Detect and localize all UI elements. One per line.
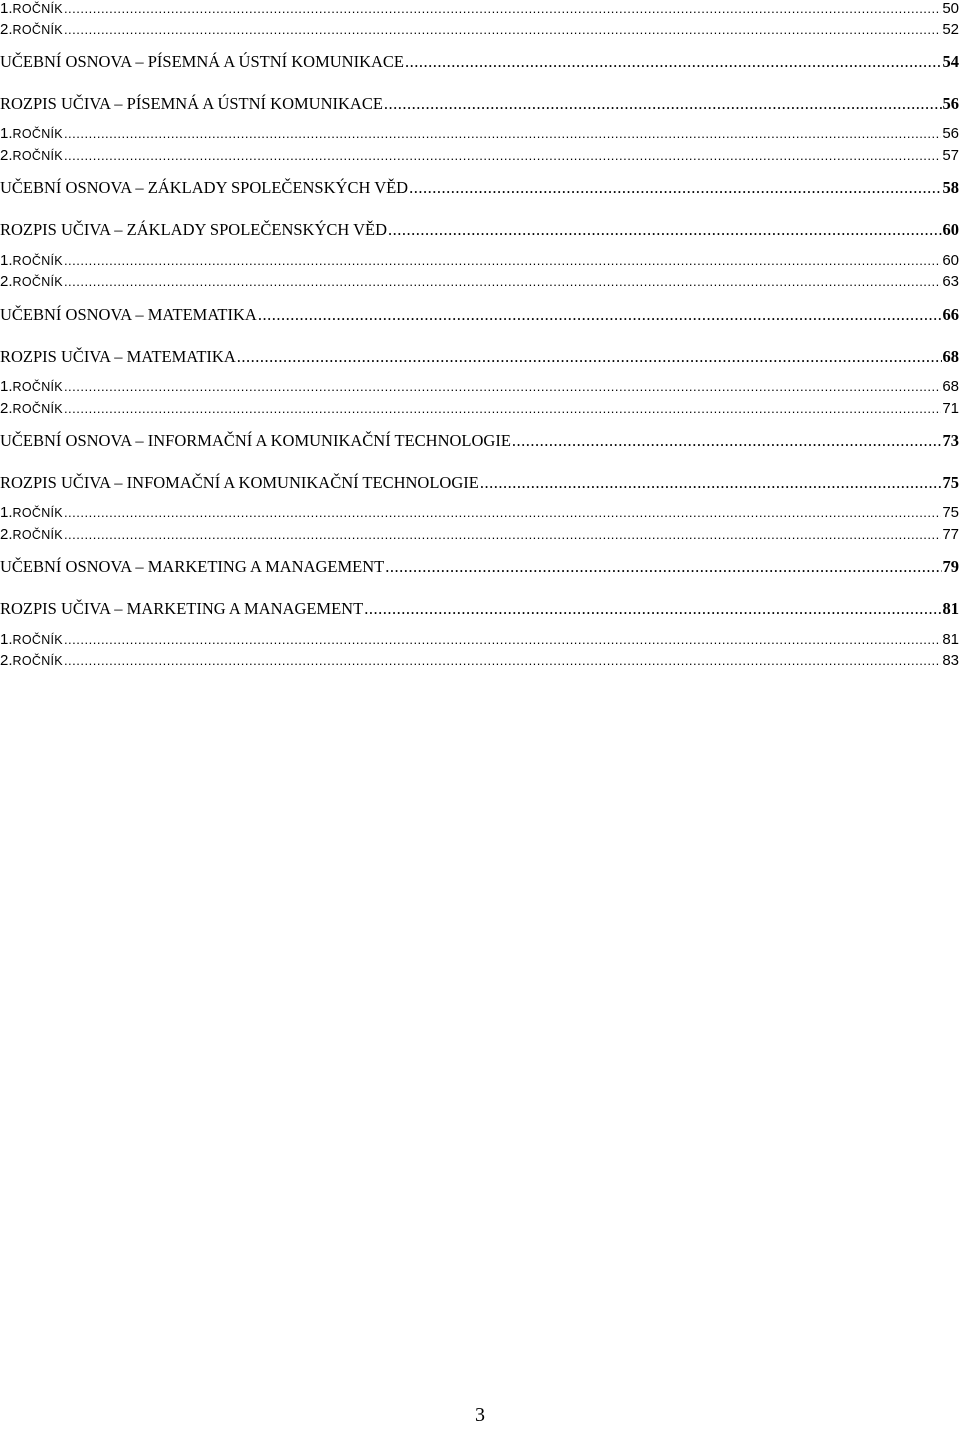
page-number: 3: [475, 1404, 485, 1426]
toc-entry[interactable]: [0, 526, 959, 544]
dot-leader: [258, 305, 942, 325]
toc-entry-page: 50: [942, 0, 959, 17]
toc-entry-page: 81: [942, 631, 959, 648]
toc-entry-label: [0, 631, 63, 649]
dot-leader: [64, 1, 941, 16]
toc-entry-page: 58: [942, 178, 959, 197]
toc-entry[interactable]: [0, 125, 959, 143]
toc-entry[interactable]: [0, 431, 959, 451]
toc-entry[interactable]: [0, 252, 959, 270]
toc-entry[interactable]: [0, 347, 959, 367]
dot-leader: [64, 401, 941, 416]
toc-entry-page: 56: [942, 125, 959, 142]
toc-entry[interactable]: [0, 178, 959, 198]
toc-entry-title: ROČNÍK: [12, 149, 63, 163]
toc-entry-label: [0, 378, 63, 396]
toc-entry-prefix: 2.: [0, 526, 13, 543]
toc-entry[interactable]: [0, 273, 959, 291]
dot-leader: [64, 126, 941, 141]
toc-entry-label: ROZPIS UČIVA – PÍSEMNÁ A ÚSTNÍ KOMUNIKACE: [0, 94, 383, 113]
dot-leader: [237, 347, 942, 367]
toc-entry[interactable]: [0, 378, 959, 396]
toc-entry[interactable]: [0, 220, 959, 240]
toc-entry-title: ROČNÍK: [12, 528, 63, 542]
toc-entry-page: 52: [942, 21, 959, 38]
dot-leader: [409, 178, 941, 198]
dot-leader: [384, 94, 942, 114]
toc-entry[interactable]: [0, 631, 959, 649]
dot-leader: [64, 632, 941, 647]
toc-entry-title: ROČNÍK: [12, 654, 63, 668]
toc-entry[interactable]: [0, 305, 959, 325]
toc-entry-title: ROČNÍK: [12, 275, 63, 289]
toc-entry[interactable]: [0, 504, 959, 522]
toc-entry-label: UČEBNÍ OSNOVA – ZÁKLADY SPOLEČENSKÝCH VĚD: [0, 178, 409, 197]
toc-entry-prefix: 2.: [0, 147, 13, 164]
toc-entry-label: ROZPIS UČIVA – MARKETING A MANAGEMENT: [0, 599, 364, 618]
toc-entry-prefix: 1.: [0, 252, 13, 269]
toc-entry-page: 60: [942, 252, 959, 269]
toc-entry[interactable]: [0, 557, 959, 577]
toc-entry-title: ROČNÍK: [12, 2, 63, 16]
toc-entry-title: ROČNÍK: [12, 506, 63, 520]
toc-entry-label: ROZPIS UČIVA – MATEMATIKA: [0, 347, 236, 366]
toc-entry[interactable]: [0, 147, 959, 165]
toc-entry-page: 54: [942, 52, 959, 71]
toc-entry-page: 83: [942, 652, 959, 669]
dot-leader: [64, 148, 941, 163]
toc-entry[interactable]: [0, 652, 959, 670]
dot-leader: [405, 52, 942, 72]
toc-entry-label: UČEBNÍ OSNOVA – PÍSEMNÁ A ÚSTNÍ KOMUNIKACE: [0, 52, 404, 71]
toc-entry-page: 68: [942, 378, 959, 395]
toc-entry[interactable]: [0, 0, 959, 18]
toc-entry-prefix: 1.: [0, 125, 13, 142]
dot-leader: [64, 22, 941, 37]
toc-entry-title: ROČNÍK: [12, 380, 63, 394]
toc-entry-page: 75: [942, 473, 959, 492]
dot-leader: [388, 220, 941, 240]
toc-entry-page: 73: [942, 431, 959, 450]
toc-entry-page: 60: [942, 220, 959, 239]
toc-entry-prefix: 1.: [0, 631, 13, 648]
toc-entry-prefix: 1.: [0, 504, 13, 521]
dot-leader: [64, 653, 941, 668]
toc-entry-prefix: 2.: [0, 400, 13, 417]
toc-entry-label: UČEBNÍ OSNOVA – MATEMATIKA: [0, 305, 257, 324]
toc-entry[interactable]: [0, 473, 959, 493]
toc-entry-page: 68: [942, 347, 959, 366]
toc-entry-prefix: 2.: [0, 652, 13, 669]
toc-entry-page: 81: [942, 599, 959, 618]
toc-entry-prefix: 1.: [0, 378, 13, 395]
toc-entry-label: [0, 400, 63, 418]
dot-leader: [64, 253, 941, 268]
toc-entry-label: [0, 504, 63, 522]
toc-entry-page: 77: [942, 526, 959, 543]
toc-entry-title: ROČNÍK: [12, 402, 63, 416]
toc-entry[interactable]: [0, 21, 959, 39]
dot-leader: [385, 557, 941, 577]
toc-entry[interactable]: [0, 94, 959, 114]
toc-entry-page: 56: [942, 94, 959, 113]
toc-entry-page: 66: [942, 305, 959, 324]
toc-entry-label: [0, 125, 63, 143]
toc-entry-prefix: 2.: [0, 273, 13, 290]
toc-entry-label: ROZPIS UČIVA – INFOMAČNÍ A KOMUNIKAČNÍ TECHNOLOGIE: [0, 473, 479, 492]
toc-entry-title: ROČNÍK: [12, 254, 63, 268]
toc-entry-title: ROČNÍK: [12, 127, 63, 141]
toc-entry-page: 71: [942, 400, 959, 417]
toc-entry-page: 57: [942, 147, 959, 164]
toc-entry-title: ROČNÍK: [12, 633, 63, 647]
toc-entry-prefix: 1.: [0, 0, 13, 17]
toc-entry[interactable]: [0, 599, 959, 619]
toc-entry-page: 79: [942, 557, 959, 576]
toc-entry-label: ROZPIS UČIVA – ZÁKLADY SPOLEČENSKÝCH VĚD: [0, 220, 388, 239]
toc-entry-prefix: 2.: [0, 21, 13, 38]
dot-leader: [64, 379, 941, 394]
toc-entry-label: UČEBNÍ OSNOVA – MARKETING A MANAGEMENT: [0, 557, 385, 576]
dot-leader: [512, 431, 942, 451]
toc-entry-label: [0, 252, 63, 270]
toc-entry-label: [0, 652, 63, 670]
toc-entry[interactable]: [0, 52, 959, 72]
toc-entry-label: [0, 21, 63, 39]
dot-leader: [480, 473, 942, 493]
toc-entry-label: UČEBNÍ OSNOVA – INFORMAČNÍ A KOMUNIKAČNÍ TECHNOLOGIE: [0, 431, 511, 450]
toc-entry[interactable]: [0, 400, 959, 418]
toc-entry-label: [0, 273, 63, 291]
toc-entry-page: 63: [942, 273, 959, 290]
dot-leader: [364, 599, 941, 619]
toc-entry-label: [0, 147, 63, 165]
dot-leader: [64, 274, 941, 289]
dot-leader: [64, 505, 941, 520]
toc-entry-title: ROČNÍK: [12, 23, 63, 37]
toc-entry-label: [0, 0, 63, 18]
toc-entry-label: [0, 526, 63, 544]
toc-entry-page: 75: [942, 504, 959, 521]
dot-leader: [64, 527, 941, 542]
